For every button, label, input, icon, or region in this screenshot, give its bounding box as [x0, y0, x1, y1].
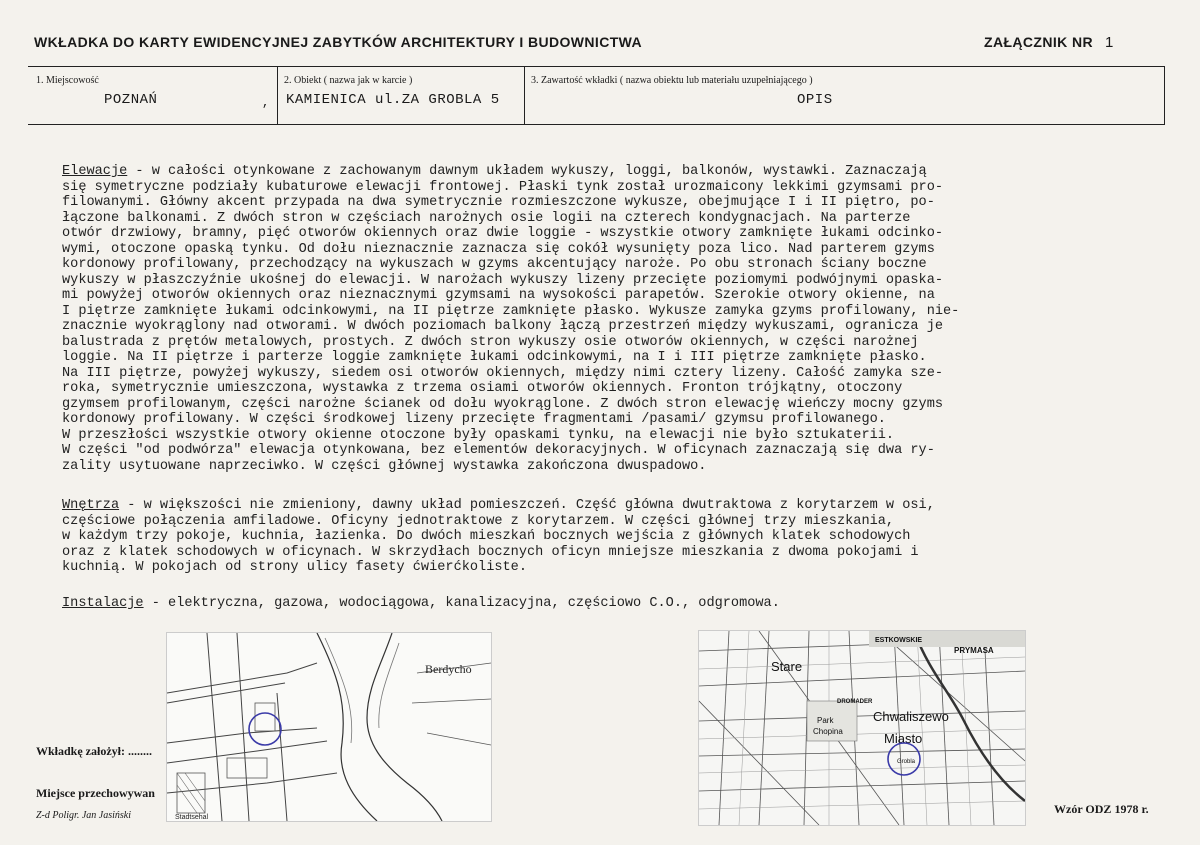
text-line: Na III piętrze, powyżej wykuszy, siedem osi otworów okiennych, między nimi cztery lizeny. Całość zamyka sze-	[62, 365, 944, 381]
text-line: w każdym trzy pokoje, kuchnia, łazienka. Do dwóch mieszkań bocznych wejścia z głównych klatek schodowych	[62, 529, 911, 544]
map-label-grobla: Grobla	[897, 759, 916, 765]
text-line: balustrada z prętów metalowych, prostych. Z dwóch stron wykuszy osie otworów okiennych, w części narożnej	[62, 334, 919, 350]
text-line: łączone balkonami. Z dwóch stron w częściach narożnych osie logii na czterech kondygnacjach. Na parterze	[62, 210, 911, 226]
elevations-heading: Elewacje	[62, 164, 128, 179]
map-label-bottom: Stadtsehal	[175, 814, 209, 821]
printer-imprint: Z-d Poligr. Jan Jasiński	[36, 810, 131, 821]
field-box-right-line	[1164, 66, 1165, 124]
map-label-estkowskiego: ESTKOWSKIE	[875, 637, 923, 644]
installations-text: - elektryczna, gazowa, wodociągowa, kanalizacyjna, częściowo C.O., odgromowa.	[143, 596, 780, 611]
text-line: się symetryczne podziały kubaturowe elewacji frontowej. Płaski tynk został urozmaicony lekkimi gzymsami pro-	[62, 179, 944, 195]
city-map	[698, 630, 1026, 826]
object-label: 2. Obiekt ( nazwa jak w karcie )	[284, 75, 413, 86]
text-line: wykuszy w płaszczyźnie ukośnej do elewacji. W narożach wykuszy lizeny przecięte poziomymi podwójnymi opaska-	[62, 272, 944, 288]
text-line: - w większości nie zmieniony, dawny układ pomieszczeń. Część główna dwutraktowa z korytarzem w osi,	[119, 498, 935, 513]
locality-value: POZNAŃ	[104, 92, 158, 108]
field-box-bottom-line	[28, 124, 1165, 125]
text-line: mi powyżej otworów okiennych oraz nieznacznymi gzymsami na wysokości parapetów. Szerokie otwory okienne, na	[62, 288, 935, 303]
text-line: zality usytuowane naprzeciwko. W części głównej wystawka zakończona dwuspadowo.	[62, 458, 707, 474]
city-map-drawing	[699, 631, 1025, 825]
text-line: kordonowy profilowany, przechodzący na wykuszach w gzyms akcentujący naroże. Po obu stronach ściany boczne	[62, 257, 927, 272]
map-label-dromader: DROMADER	[837, 699, 873, 705]
map-label-miasto: Miasto	[884, 731, 923, 746]
annex-number: 1	[1105, 34, 1114, 51]
field-box-top-line	[28, 66, 1165, 67]
text-line: gzymsem profilowanym, części narożne ścianek od dołu wyokrąglone. Z dwóch stron elewację wieńczy mocny gzyms	[62, 396, 944, 412]
card-title: WKŁADKA DO KARTY EWIDENCYJNEJ ZABYTKÓW ARCHITEKTURY I BUDOWNICTWA	[34, 34, 643, 50]
map-label-prymasa: PRYMASA	[954, 646, 994, 655]
text-line: I piętrze zamknięte łukami odcinkowymi, na II piętrze zamknięte płasko. Wykusze zamyka gzyms profilowany, nie-	[62, 303, 960, 319]
text-line: - w całości otynkowane z zachowanym dawnym układem wykuszy, loggi, balkonów, wystawki. Zaznaczają	[127, 164, 927, 179]
text-line: znacznie wyokrąglony nad otworami. W dwóch poziomach balkony łączą przestrzeń między wykuszami, ogranicza je	[62, 319, 944, 334]
map-label-berdycho: Berdycho	[425, 662, 472, 676]
field-divider-1	[277, 66, 278, 124]
text-line: wymi, otoczone opaską tynku. Od dołu nieznacznie zaznacza się cokół wysunięty poza lico. Nad parterem gzyms	[62, 241, 935, 257]
elevations-first-line	[62, 164, 1152, 180]
text-line: W części "od podwórza" elewacja otynkowana, bez elementów dekoracyjnych. W oficynach zaznaczają się dwa ry-	[62, 443, 935, 458]
annex-label	[984, 34, 1114, 51]
installations-paragraph	[62, 596, 1152, 612]
text-line: W przeszłości wszystkie otwory okienne otoczone były opaskami tynku, na elewacji nie było sztukaterii.	[62, 427, 895, 443]
installations-line	[62, 596, 1152, 612]
map-label-stare: Stare	[771, 659, 803, 674]
form-code: Wzór ODZ 1978 r.	[1054, 802, 1149, 816]
text-line: filowanymi. Główny akcent przypada na dwa symetrycznie rozmieszczone wykusze, obejmujące I i II piętro, po-	[62, 195, 935, 210]
contents-label: 3. Zawartość wkładki ( nazwa obiektu lub materiału uzupełniającego )	[531, 75, 813, 86]
field-divider-2	[524, 66, 525, 124]
elevations-paragraph	[62, 164, 1152, 474]
annex-label-text: ZAŁĄCZNIK NR	[984, 34, 1094, 50]
contents-value: OPIS	[797, 92, 833, 108]
object-value: KAMIENICA ul.ZA GROBLA 5	[286, 92, 500, 108]
site-plan-map	[166, 632, 492, 822]
text-line: roka, symetrycznie umieszczona, wystawka z trzema osiami otworów okiennych. Fronton trójkątny, otoczony	[62, 381, 903, 396]
text-line: loggie. Na II piętrze i parterze loggie zamknięte łukami odcinkowymi, na I i III piętrze zamknięte płasko.	[62, 350, 927, 365]
map-label-chopina: Chopina	[813, 727, 843, 736]
site-plan-drawing	[167, 633, 491, 821]
map-label-chwaliszewo: Chwaliszewo	[873, 709, 949, 724]
interiors-first-line	[62, 498, 1152, 514]
text-line: oraz z klatek schodowych w oficynach. W skrzydłach bocznych oficyn mniejsze mieszkania z dwoma pokojami i	[62, 544, 919, 560]
text-line: otwór drzwiowy, bramny, pięć otworów okiennych oraz dwie loggie - wszystkie otwory zamknięte łukami odcinko-	[62, 226, 944, 241]
locality-label: 1. Miejscowość	[36, 75, 99, 86]
prepared-by-label: Wkładkę założył: ........	[36, 744, 152, 758]
interiors-paragraph	[62, 498, 1152, 576]
installations-heading: Instalacje	[62, 596, 144, 611]
map-label-park: Park	[817, 716, 834, 725]
comma-mark: ,	[262, 96, 270, 110]
text-line: kordonowy profilowany. W części środkowej lizeny przecięte fragmentami /pasami/ gzymsu profilowanego.	[62, 412, 886, 427]
interiors-heading: Wnętrza	[62, 498, 120, 513]
storage-place-label: Miejsce przechowywan	[36, 786, 155, 800]
text-line: częściowe połączenia amfiladowe. Oficyny jednotraktowe z korytarzem. W części głównej trzy mieszkania,	[62, 513, 895, 529]
text-line: kuchnią. W pokojach od strony ulicy fasety ćwierćkoliste.	[62, 560, 527, 575]
